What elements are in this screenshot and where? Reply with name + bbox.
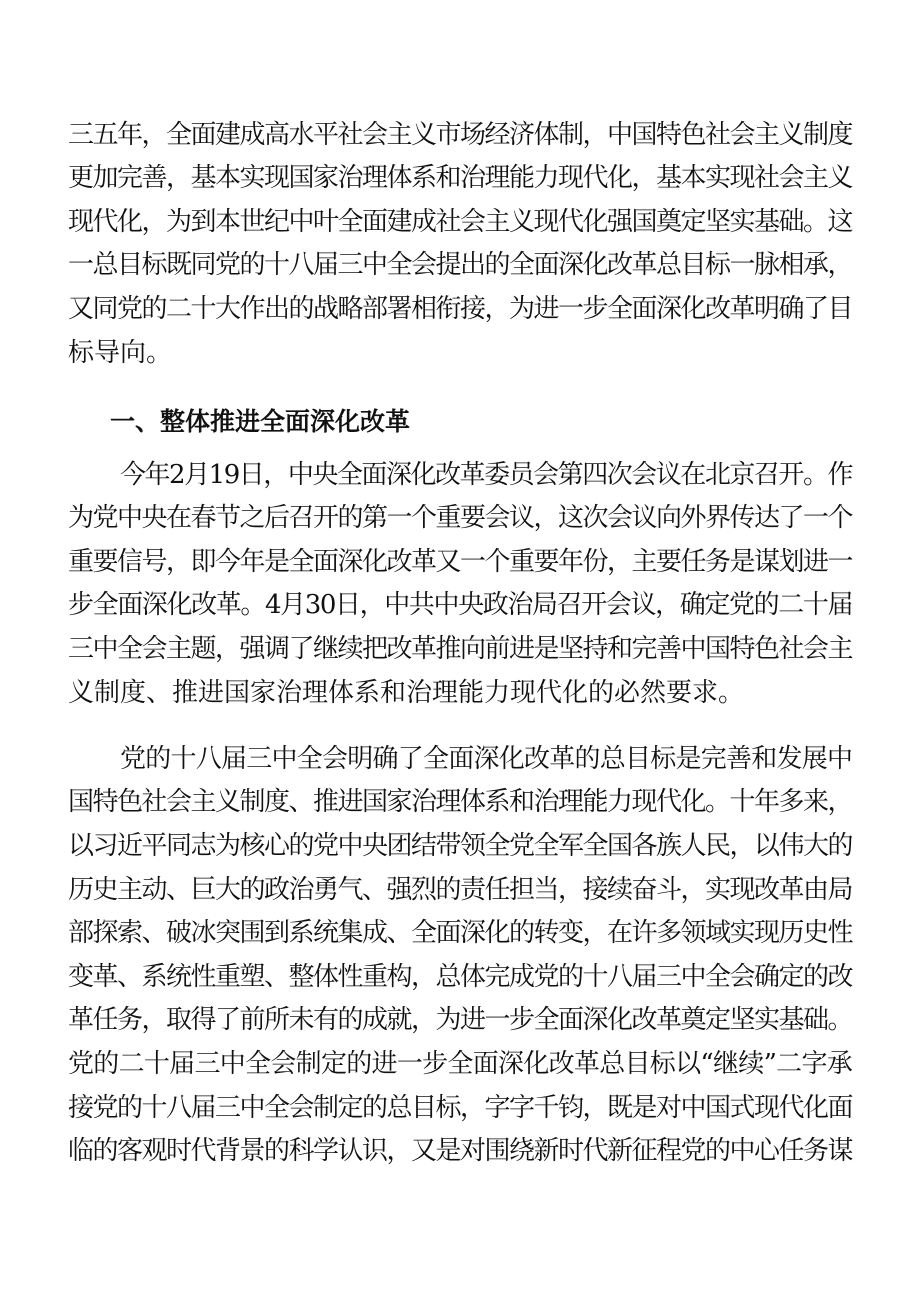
section-heading: 一、整体推进全面深化改革 [110, 407, 411, 436]
paragraph-3-line-7: 革任务，取得了前所未有的成就，为进一步全面深化改革奠定坚实基础。 [68, 1005, 853, 1035]
paragraph-1-line-4: 一总目标既同党的十八届三中全会提出的全面深化改革总目标一脉相承， [68, 250, 853, 280]
paragraph-1-line-3: 现代化，为到本世纪中叶全面建成社会主义现代化强国奠定坚实基础。这 [68, 207, 853, 237]
paragraph-3-line-2: 国特色社会主义制度、推进国家治理体系和治理能力现代化。十年多来， [68, 787, 853, 817]
paragraph-2-line-5: 三中全会主题，强调了继续把改革推向前进是坚持和完善中国特色社会主 [68, 634, 853, 664]
paragraph-1-line-2: 更加完善，基本实现国家治理体系和治理能力现代化，基本实现社会主义 [68, 163, 853, 193]
paragraph-2-line-4: 步全面深化改革。4月30日，中共中央政治局召开会议，确定党的二十届 [68, 590, 852, 620]
paragraph-3-line-9: 接党的十八届三中全会制定的总目标，字字千钧，既是对中国式现代化面 [68, 1093, 853, 1123]
paragraph-3-line-8: 党的二十届三中全会制定的进一步全面深化改革总目标以“继续”二字承 [68, 1049, 852, 1079]
paragraph-3-line-4: 历史主动、巨大的政治勇气、强烈的责任担当，接续奋斗，实现改革由局 [68, 875, 853, 905]
paragraph-3-line-1: 党的十八届三中全会明确了全面深化改革的总目标是完善和发展中 [120, 744, 853, 774]
paragraph-2-line-6: 义制度、推进国家治理体系和治理能力现代化的必然要求。 [68, 678, 745, 708]
paragraph-3-line-6: 变革、系统性重塑、整体性重构，总体完成党的十八届三中全会确定的改 [68, 962, 853, 992]
paragraph-3-line-10: 临的客观时代背景的科学认识，又是对围绕新时代新征程党的中心任务谋 [68, 1136, 853, 1166]
paragraph-2-line-1: 今年2月19日，中央全面深化改革委员会第四次会议在北京召开。作 [120, 460, 852, 490]
paragraph-3-line-3: 以习近平同志为核心的党中央团结带领全党全军全国各族人民，以伟大的 [68, 831, 853, 861]
paragraph-1-line-5: 又同党的二十大作出的战略部署相衔接，为进一步全面深化改革明确了目 [68, 294, 853, 324]
paragraph-2-line-3: 重要信号，即今年是全面深化改革又一个重要年份，主要任务是谋划进一 [68, 547, 853, 577]
paragraph-1-line-1: 三五年，全面建成高水平社会主义市场经济体制，中国特色社会主义制度 [68, 120, 853, 150]
paragraph-1-line-6: 标导向。 [68, 338, 173, 368]
paragraph-2-line-2: 为党中央在春节之后召开的第一个重要会议，这次会议向外界传达了一个 [68, 503, 853, 533]
paragraph-3-line-5: 部探索、破冰突围到系统集成、全面深化的转变，在许多领域实现历史性 [68, 918, 853, 948]
